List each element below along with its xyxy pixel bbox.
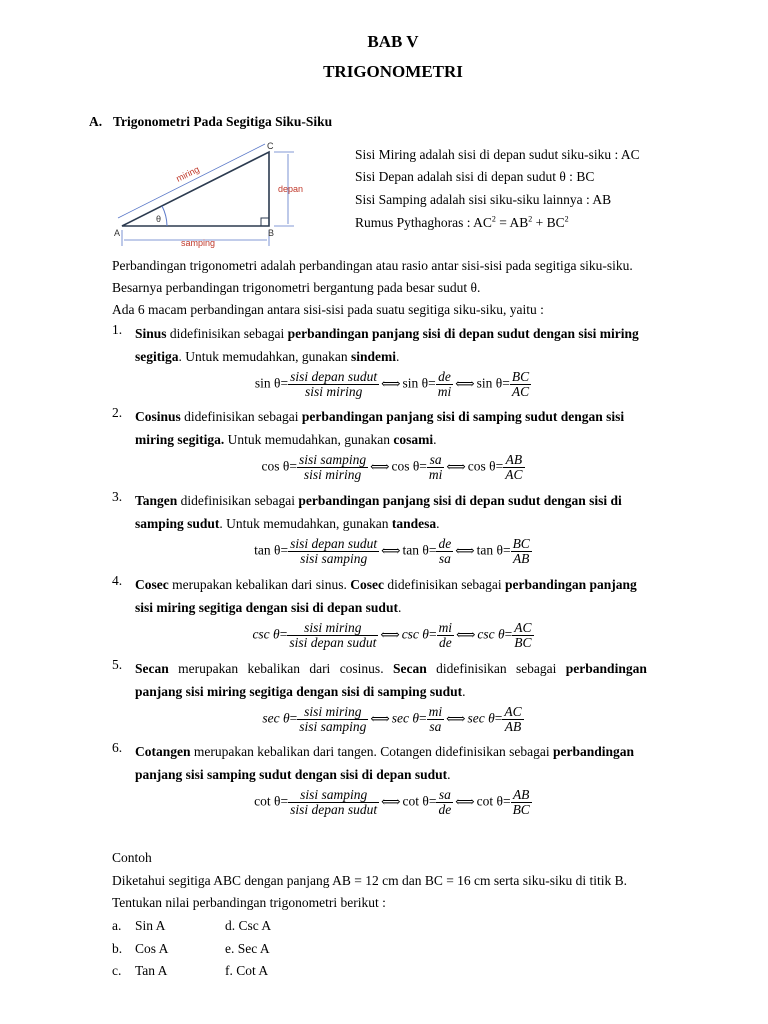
list-item: 5. Secan merupakan kebalikan dari cosinus. Secan didefinisikan sebagai perbandingan panjang sisi miring segitiga dengan sisi di samping sudut. — [112, 657, 647, 699]
formula-csc: csc θ= $\frac{\text{sisi miring}}{\text{sisi depan sudut}}$ ⟺ csc θ= $\frac{mi}{de}$ ⟺ csc θ= $\frac{AC}{BC}$ — [252, 620, 532, 650]
list-item: 2. Cosinus didefinisikan sebagai perbandingan panjang sisi di samping sudut dengan sisi miring segitiga. Untuk memudahkan, gunakan cosami. — [112, 405, 625, 447]
formula-cos: cos θ= $\frac{\text{sisi samping}}{\text{sisi miring}}$ ⟺ cos θ= $\frac{sa}{mi}$ ⟺ cos θ= $\frac{AB}{AC}$ — [261, 452, 523, 482]
side-depan-label: depan — [278, 184, 304, 194]
definition-miring: Sisi Miring adalah sisi di depan sudut siku-siku : AC — [355, 147, 640, 162]
vertex-b-label: B — [268, 228, 275, 238]
definition-depan: Sisi Depan adalah sisi di depan sudut θ : BC — [355, 169, 595, 184]
section-heading — [89, 114, 332, 130]
option-c: c. Tan A — [112, 963, 168, 978]
formula-cot: cot θ= $\frac{\text{sisi samping}}{\text{sisi depan sudut}}$ ⟺ cot θ= $\frac{sa}{de}$ ⟺ cot θ= $\frac{AB}{BC}$ — [254, 787, 530, 817]
list-item: 6. Cotangen merupakan kebalikan dari tangen. Cotangen didefinisikan sebagai perbandingan panjang sisi samping sudut dengan sisi di depan sudut. — [112, 740, 635, 782]
option-f: f. Cot A — [225, 963, 269, 978]
formula-tan: tan θ= $\frac{\text{sisi depan sudut}}{\text{sisi samping}}$ ⟺ tan θ= $\frac{de}{sa}$ ⟺ tan θ= $\frac{BC}{AB}$ — [254, 536, 530, 566]
definition-samping: Sisi Samping adalah sisi siku-siku lainnya : AB — [355, 192, 612, 207]
vertex-a-label: A — [114, 228, 121, 238]
intro-paragraph-2: Besarnya perbandingan trigonometri bergantung pada besar sudut θ. — [112, 280, 481, 295]
intro-paragraph-1: Perbandingan trigonometri adalah perbandingan atau rasio antar sisi-sisi pada segitiga siku-siku. — [112, 258, 633, 273]
list-item: 4. Cosec merupakan kebalikan dari sinus. Cosec didefinisikan sebagai perbandingan panjang sisi miring segitiga dengan sisi di depan sudut. — [112, 573, 637, 615]
pythagoras-formula: Rumus Pythaghoras : $AC^2 = AB^2 + BC^2$ — [355, 214, 569, 230]
right-triangle-figure — [112, 138, 308, 250]
section-title: Trigonometri Pada Segitiga Siku-Siku — [113, 114, 333, 129]
option-d: d. Csc A — [225, 918, 272, 933]
formula-sec: sec θ= $\frac{\text{sisi miring}}{\text{sisi samping}}$ ⟺ sec θ= $\frac{mi}{sa}$ ⟺ sec θ= $\frac{AC}{AB}$ — [262, 704, 522, 734]
example-label: Contoh — [112, 850, 152, 865]
chapter-label: BAB V — [367, 32, 419, 51]
section-label: A. — [89, 114, 103, 129]
vertex-c-label: C — [267, 141, 274, 151]
page-title: TRIGONOMETRI — [323, 62, 463, 81]
option-b: b. Cos A — [112, 941, 169, 956]
option-a: a. Sin A — [112, 918, 166, 933]
angle-label: θ — [156, 214, 162, 224]
example-instruction: Tentukan nilai perbandingan trigonometri berikut : — [112, 895, 386, 910]
side-miring-label: miring — [174, 164, 201, 184]
formula-sin: sin θ= $\frac{\text{sisi depan sudut}}{\text{sisi miring}}$ ⟺ sin θ= $\frac{de}{mi}$ ⟺ sin θ= $\frac{BC}{AC}$ — [254, 369, 530, 399]
list-item: 1. Sinus didefinisikan sebagai perbandingan panjang sisi di depan sudut dengan sisi miring segitiga. Untuk memudahkan, gunakan sindemi. — [112, 322, 639, 364]
option-e: e. Sec A — [225, 941, 270, 956]
example-problem: Diketahui segitiga ABC dengan panjang AB = 12 cm dan BC = 16 cm serta siku-siku di titik B. — [112, 873, 628, 888]
list-item: 3. Tangen didefinisikan sebagai perbandingan panjang sisi di depan sudut dengan sisi di samping sudut. Untuk memudahkan, gunakan tandesa. — [112, 489, 622, 531]
intro-paragraph-3: Ada 6 macam perbandingan antara sisi-sisi pada suatu segitiga siku-siku, yaitu : — [112, 302, 544, 317]
side-samping-label: samping — [181, 238, 216, 248]
